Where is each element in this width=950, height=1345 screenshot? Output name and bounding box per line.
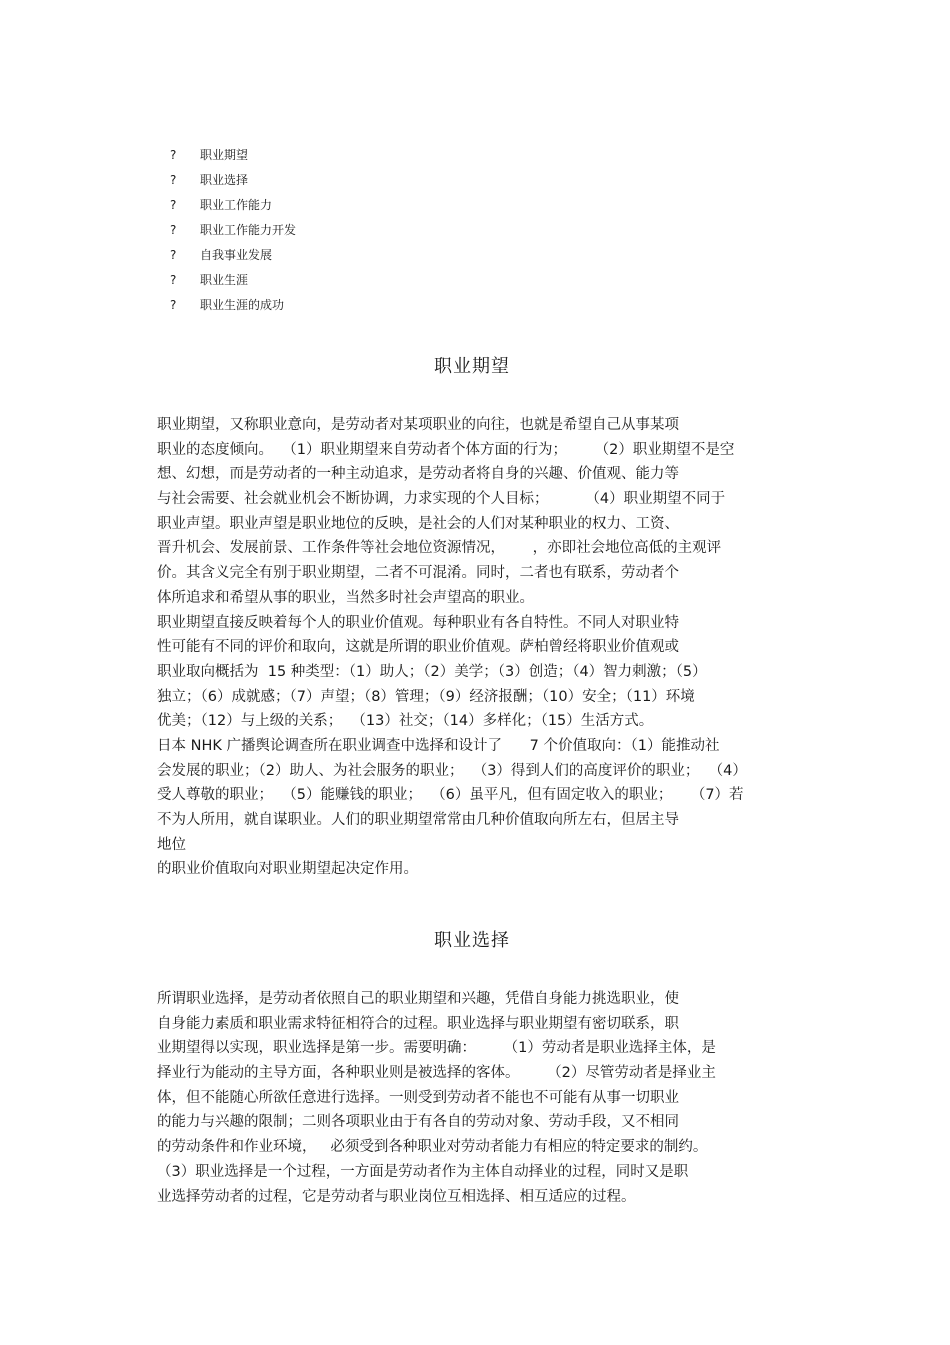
toc-item-label: 职业工作能力: [200, 198, 273, 212]
bullet-icon: ?: [170, 173, 177, 187]
bullet-icon: ?: [170, 273, 177, 287]
text-line: （3）职业选择是一个过程，一方面是劳动者作为主体自动择业的过程，同时又是职: [157, 1163, 689, 1180]
text-line: 职业声望。职业声望是职业地位的反映，是社会的人们对某种职业的权力、工资、: [157, 515, 679, 532]
toc-item[interactable]: [170, 246, 296, 271]
text-line: 性可能有不同的评价和取向，这就是所谓的职业价值观。萨柏曾经将职业价值观或: [157, 639, 679, 656]
bullet-icon: ?: [170, 223, 177, 237]
text-line: 的能力与兴趣的限制；二则各项职业由于有各自的劳动对象、劳动手段，又不相同: [157, 1114, 679, 1131]
text-line: 的劳动条件和作业环境， 必须受到各种职业对劳动者能力有相应的特定要求的制约。: [157, 1139, 708, 1156]
text-line: 体，但不能随心所欲任意进行选择。一则受到劳动者不能也不可能有从事一切职业: [157, 1089, 679, 1106]
bullet-icon: ?: [170, 198, 177, 212]
section-body-career-choice: [157, 987, 716, 1209]
section-body-career-expectation: [157, 413, 747, 882]
toc-item-label: 职业期望: [200, 148, 249, 162]
text-line: 的职业价值取向对职业期望起决定作用。: [157, 861, 418, 878]
text-line: 职业取向概括为 15 种类型：（1）助人；（2）美学；（3）创造；（4）智力刺激；（5）: [157, 663, 707, 680]
text-line: 地位: [157, 836, 186, 853]
toc-item-label: 职业生涯的成功: [200, 298, 285, 312]
text-line: 职业期望，又称职业意向，是劳动者对某项职业的向往，也就是希望自己从事某项: [157, 417, 679, 433]
text-line: 受人尊敬的职业； （5）能赚钱的职业； （6）虽平凡，但有固定收入的职业； （7）若: [157, 787, 744, 804]
text-line: 自身能力素质和职业需求特征相符合的过程。职业选择与职业期望有密切联系，职: [157, 1015, 679, 1032]
text-line: 想、幻想，而是劳动者的一种主动追求，是劳动者将自身的兴趣、价值观、能力等: [157, 466, 679, 483]
text-line: 业选择劳动者的过程，它是劳动者与职业岗位互相选择、相互适应的过程。: [157, 1188, 636, 1205]
text-line: 价。其含义完全有别于职业期望，二者不可混淆。同时，二者也有联系，劳动者个: [157, 565, 679, 582]
toc-item[interactable]: [170, 146, 296, 171]
bullet-icon: ?: [170, 248, 177, 262]
toc-item[interactable]: [170, 221, 296, 246]
table-of-contents: [170, 146, 296, 321]
section-title-career-choice: 职业选择: [434, 930, 510, 951]
toc-item-label: 职业选择: [200, 173, 249, 187]
text-line: 择业行为能动的主导方面，各种职业则是被选择的客体。 （2）尽管劳动者是择业主: [157, 1065, 716, 1082]
toc-item-label: 职业工作能力开发: [200, 223, 297, 237]
toc-item[interactable]: [170, 296, 296, 321]
toc-item-label: 自我事业发展: [200, 248, 273, 262]
text-line: 晋升机会、发展前景、工作条件等社会地位资源情况， ，亦即社会地位高低的主观评: [157, 540, 722, 557]
text-line: 业期望得以实现，职业选择是第一步。需要明确： （1）劳动者是职业选择主体，是: [157, 1040, 716, 1057]
text-line: 不为人所用，就自谋职业。人们的职业期望常常由几种价值取向所左右，但居主导: [157, 812, 679, 828]
section-title-career-expectation: 职业期望: [434, 356, 510, 377]
text-line: 优美；（12）与上级的关系； （13）社交；（14）多样化；（15）生活方式。: [157, 713, 654, 730]
text-line: 日本 NHK 广播舆论调查所在职业调查中选择和设计了 7 个价值取向：（1）能推动社: [157, 737, 720, 754]
text-line: 与社会需要、社会就业机会不断协调，力求实现的个人目标； （4）职业期望不同于: [157, 491, 726, 508]
text-line: 体所追求和希望从事的职业，当然多时社会声望高的职业。: [157, 589, 534, 606]
text-line: 会发展的职业；（2）助人、为社会服务的职业； （3）得到人们的高度评价的职业； （4）: [157, 762, 747, 779]
toc-item[interactable]: [170, 271, 296, 296]
toc-item-label: 职业生涯: [200, 273, 249, 287]
toc-item[interactable]: [170, 196, 296, 221]
text-line: 所谓职业选择，是劳动者依照自己的职业期望和兴趣，凭借自身能力挑选职业，使: [157, 991, 679, 1007]
text-line: 职业的态度倾向。 （1）职业期望来自劳动者个体方面的行为； （2）职业期望不是空: [157, 441, 735, 458]
text-line: 职业期望直接反映着每个人的职业价值观。每种职业有各自特性。不同人对职业特: [157, 614, 679, 631]
bullet-icon: ?: [170, 298, 177, 312]
toc-item[interactable]: [170, 171, 296, 196]
text-line: 独立；（6）成就感；（7）声望；（8）管理；（9）经济报酬；（10）安全；（11）环境: [157, 688, 695, 705]
bullet-icon: ?: [170, 148, 177, 162]
